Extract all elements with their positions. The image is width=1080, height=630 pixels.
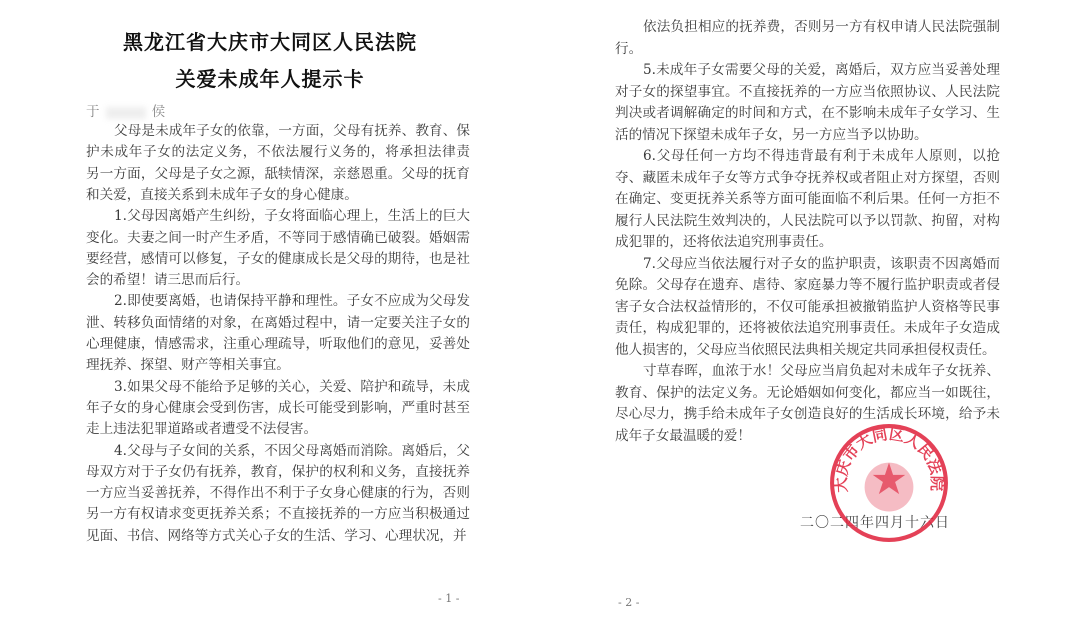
text-line: 和关爱，直接关系到未成年子女的身心健康。 — [86, 186, 358, 203]
text-line: 护未成年子女的法定义务，不依法履行义务的，将承担法律责 — [86, 144, 470, 161]
text-line: 泄、转移负面情绪的对象，在离婚过程中，请一定要关注子女的 — [86, 314, 470, 331]
text-line: 变化。夫妻之间一时产生矛盾，不等同于感情确已破裂。婚姻需 — [86, 229, 470, 246]
text-line: 成犯罪的，还将依法追究刑事责任。 — [615, 234, 833, 250]
svg-text:大庆市大同区人民法院: 大庆市大同区人民法院 — [831, 424, 946, 494]
text-line: 4.父母与子女间的关系，不因父母离婚而消除。离婚后，父 — [114, 442, 470, 459]
text-line: 见面、书信、网络等方式关心子女的生活、学习、心理状况，并 — [86, 527, 467, 544]
text-line: 夺、藏匿未成年子女等方式争夺抚养权或者阻止对方探望，否则 — [615, 169, 1000, 186]
greeting — [86, 100, 165, 120]
text-line: 活的情况下探望未成年子女，另一方应当予以协助。 — [615, 126, 928, 143]
page-number-1: - 1 - — [438, 592, 460, 605]
text-line: 走上违法犯罪道路或者遭受不法侵害。 — [86, 421, 318, 438]
card-title: 关爱未成年人提示卡 — [175, 67, 365, 91]
text-line: 另一方有权请求变更抚养关系；不直接抚养的一方应当积极通过 — [86, 506, 470, 523]
text-line: 6.父母任何一方均不得违背最有利于未成年人原则，以抢 — [643, 148, 1000, 164]
text-line: 1.父母因离婚产生纠纷，子女将面临心理上，生活上的巨大 — [114, 208, 470, 225]
text-line: 理抚养、探望、财产等相关事宜。 — [86, 357, 290, 374]
text-line: 5.未成年子女需要父母的关爱，离婚后，双方应当妥善处理 — [643, 62, 1000, 78]
greeting-end: 侯 — [151, 104, 166, 120]
issue-date: 二〇二四年四月十六日 — [800, 515, 950, 531]
text-line: 他人损害的，父母应当依照民法典相关规定共同承担侵权责任。 — [615, 341, 996, 358]
page-number-2: - 2 - — [618, 596, 640, 609]
text-line: 一方应当妥善抚养，不得作出不利于子女身心健康的行为，否则 — [86, 485, 470, 502]
court-title: 黑龙江省大庆市大同区人民法院 — [123, 30, 417, 54]
text-line: 父母是未成年子女的依靠，一方面，父母有抚养、教育、保 — [114, 123, 470, 139]
text-line: 另一方面，父母是子女之源，舐犊情深，亲慈恩重。父母的抚育 — [86, 165, 470, 182]
text-line: 责任，构成犯罪的，还将被依法追究刑事责任。未成年子女造成 — [615, 320, 1000, 336]
text-line: 心理健康，情感需求，注重心理疏导，听取他们的意见，妥善处 — [86, 336, 470, 352]
text-line: 教育、保护的法定义务。无论婚姻如何变化，都应当一如既往， — [615, 384, 1000, 401]
text-line: 成年子女最温暖的爱！ — [615, 427, 751, 444]
text-line: 年子女的身心健康会受到伤害，成长可能受到影响，严重时甚至 — [86, 399, 470, 416]
text-line: 履行人民法院生效判决的，人民法院可以予以罚款、拘留，对构 — [615, 212, 1000, 229]
text-line: 对子女的探望事宜。不直接抚养的一方应当依照协议、人民法院 — [615, 83, 1000, 100]
text-line: 母双方对于子女仍有抚养，教育，保护的权利和义务，直接抚养 — [86, 463, 470, 480]
text-line: 依法负担相应的抚养费，否则另一方有权申请人民法院强制 — [643, 19, 1000, 35]
text-line: 要经营，感情可以修复，子女的健康成长是父母的期待，也是社 — [86, 250, 470, 267]
redacted-name — [106, 107, 146, 119]
text-line: 判决或者调解确定的时间和方式，在不影响未成年子女学习、生 — [615, 105, 1000, 121]
text-line: 行。 — [615, 40, 643, 57]
court-seal-icon — [828, 422, 950, 544]
text-line: 2.即使要离婚，也请保持平静和理性。子女不应成为父母发 — [114, 293, 470, 310]
text-line: 免除。父母存在遗弃、虐待、家庭暴力等不履行监护职责或者侵 — [615, 277, 1000, 293]
text-line: 害子女合法权益情形的，不仅可能承担被撤销监护人资格等民事 — [615, 298, 1000, 315]
text-line: 3.如果父母不能给予足够的关心，关爱、陪护和疏导，未成 — [114, 378, 470, 395]
text-line: 尽心尽力，携手给未成年子女创造良好的生活成长环境，给予未 — [615, 406, 1000, 422]
greeting-start: 于 — [86, 104, 100, 120]
text-line: 在确定、变更抚养关系等方面可能面临不利后果。任何一方拒不 — [615, 191, 1000, 207]
text-line: 会的希望！请三思而后行。 — [86, 272, 250, 289]
page-2 — [540, 0, 1080, 630]
text-line: 寸草春晖，血浓于水！父母应当肩负起对未成年子女抚养、 — [643, 363, 1000, 379]
text-line: 7.父母应当依法履行对子女的监护职责，该职责不因离婚而 — [643, 255, 1000, 272]
